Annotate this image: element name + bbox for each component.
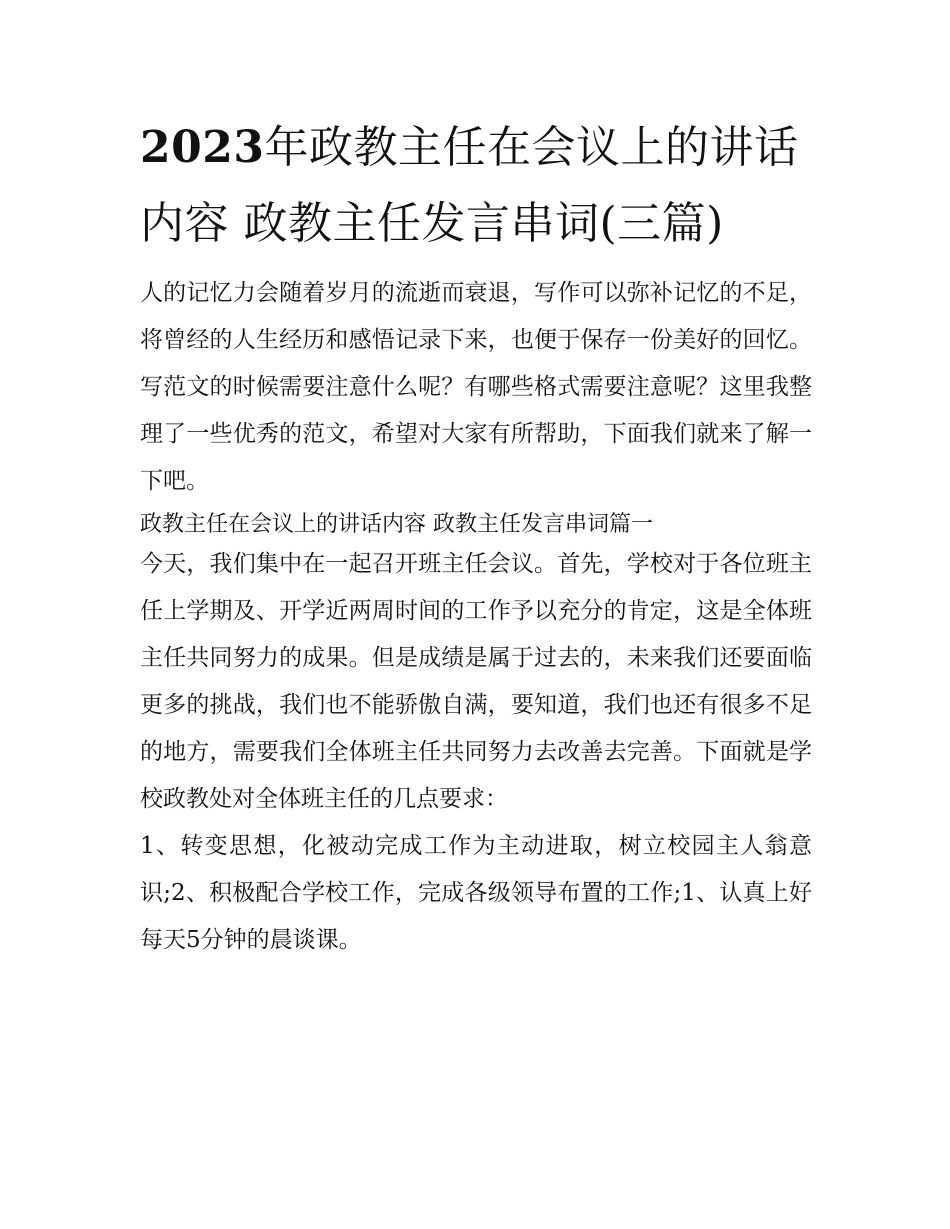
intro-paragraph: 人的记忆力会随着岁月的流逝而衰退，写作可以弥补记忆的不足，将曾经的人生经历和感悟记录下来，也便于保存一份美好的回忆。写范文的时候需要注意什么呢？有哪些格式需要注意呢？这里我整理了一些优秀的范文，希望对大家有所帮助，下面我们就来了解一下吧。 — [140, 280, 812, 494]
list-paragraph: 1、转变思想，化被动完成工作为主动进取，树立校园主人翁意识;2、积极配合学校工作，完成各级领导布置的工作;1、认真上好每天5分钟的晨谈课。 — [140, 833, 812, 953]
document-title — [140, 110, 812, 262]
document-page — [140, 110, 812, 964]
body-paragraph: 今天，我们集中在一起召开班主任会议。首先，学校对于各位班主任上学期及、开学近两周时间的工作予以充分的肯定，这是全体班主任共同努力的成果。但是成绩是属于过去的，未来我们还要面临更多的挑战，我们也不能骄傲自满，要知道，我们也还有很多不足的地方，需要我们全体班主任共同努力去改善去完善。下面就是学校政教处对全体班主任的几点要求： — [140, 551, 812, 812]
section-heading: 政教主任在会议上的讲话内容 政教主任发言串词篇一 — [140, 512, 653, 537]
title-year: 2023 — [140, 122, 265, 173]
title-text: 年政教主任在会议上的讲话内容 政教主任发言串词(三篇) — [140, 122, 799, 249]
